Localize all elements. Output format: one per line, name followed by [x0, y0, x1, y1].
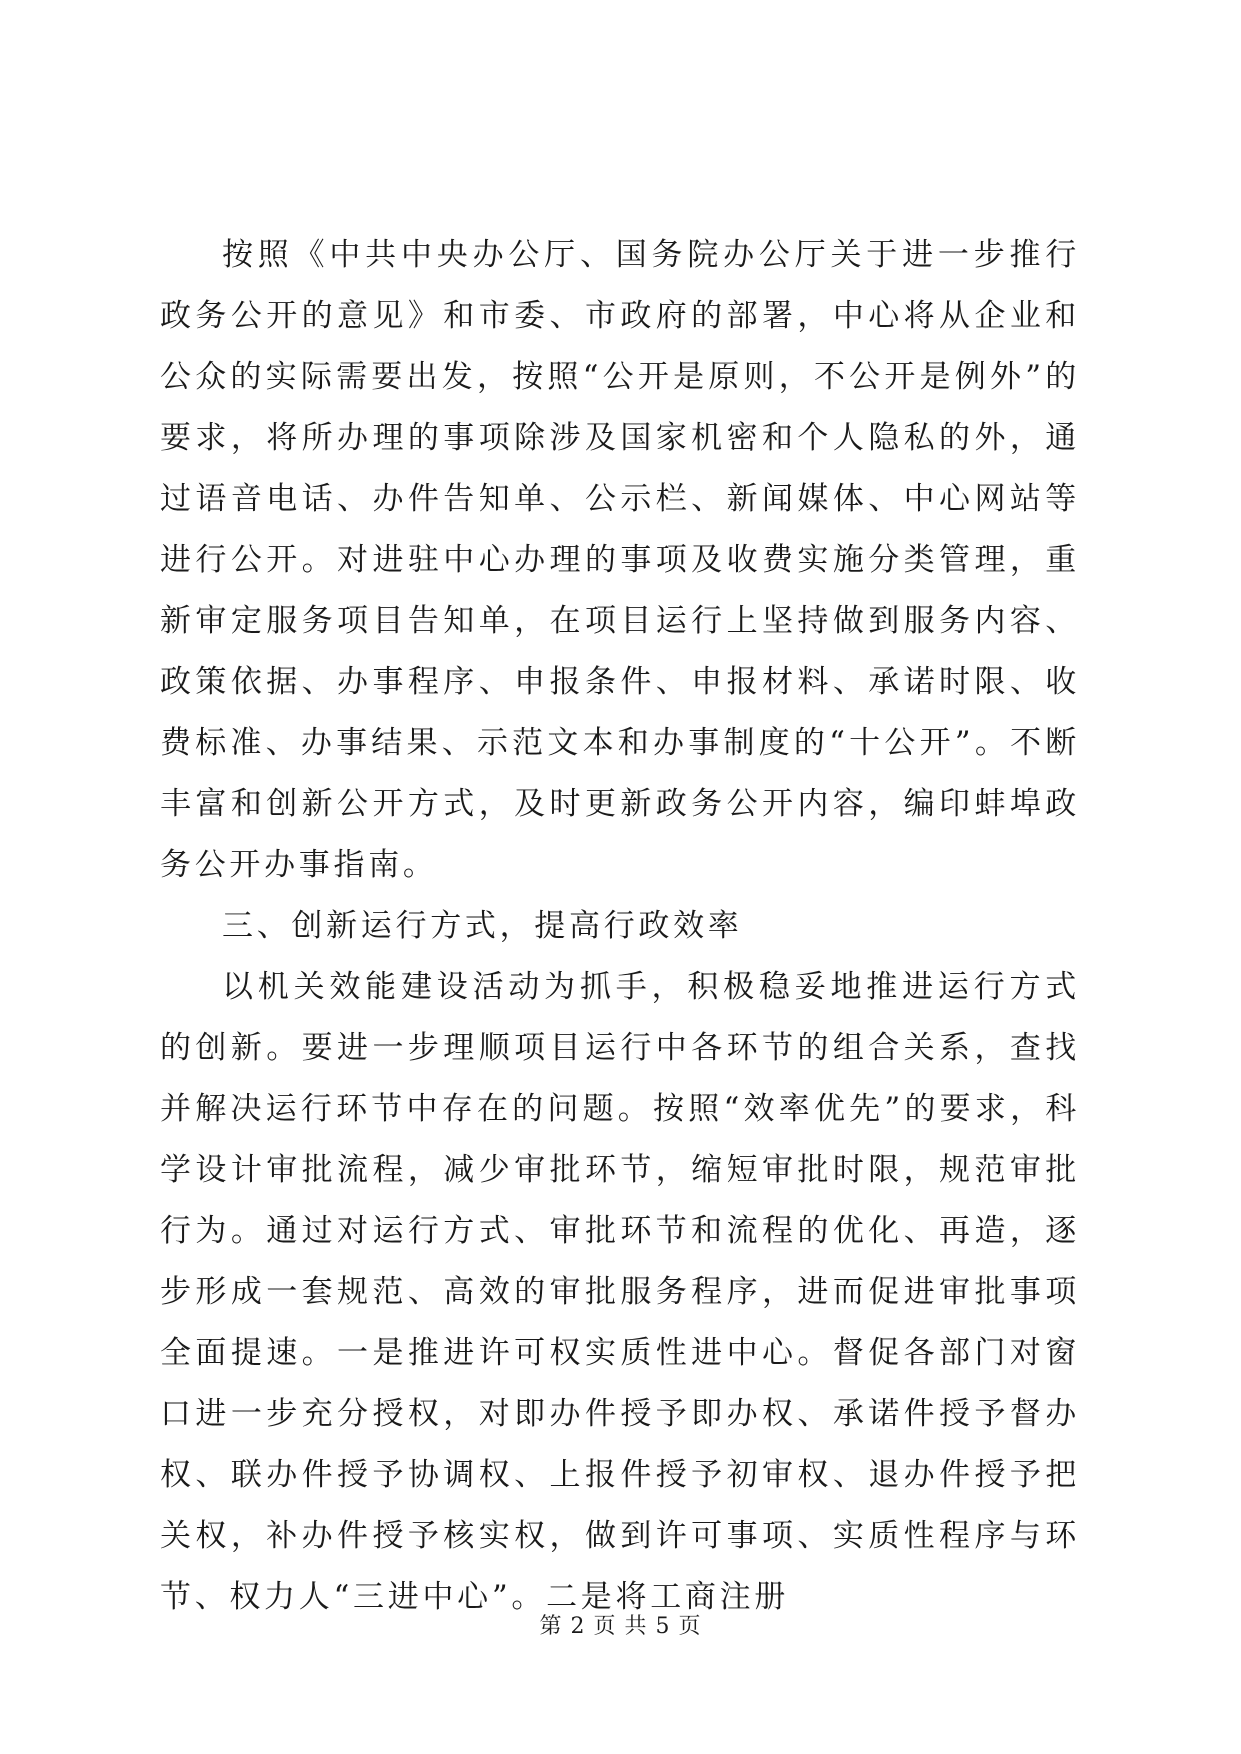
section-heading: 三、创新运行方式，提高行政效率	[222, 908, 743, 944]
page-number-footer: 第 2 页 共 5 页	[539, 1614, 702, 1639]
paragraph-disclosure: 按照《中共中央办公厅、国务院办公厅关于进一步推行政务公开的意见》和市委、市政府的部署，中心将从企业和公众的实际需要出发，按照“公开是原则，不公开是例外”的要求，将所办理的事项除涉及国家机密和个人隐私的外，通过语音电话、办件告知单、公示栏、新闻媒体、中心网站等进行公开。对进驻中心办理的事项及收费实施分类管理，重新审定服务项目告知单，在项目运行上坚持做到服务内容、政策依据、办事程序、申报条件、申报材料、承诺时限、收费标准、办事结果、示范文本和办事制度的“十公开”。不断丰富和创新公开方式，及时更新政务公开内容，编印蚌埠政务公开办事指南。	[160, 237, 1080, 883]
paragraph-efficiency: 以机关效能建设活动为抓手，积极稳妥地推进运行方式的创新。要进一步理顺项目运行中各环节的组合关系，查找并解决运行环节中存在的问题。按照“效率优先”的要求，科学设计审批流程，减少审批环节，缩短审批时限，规范审批行为。通过对运行方式、审批环节和流程的优化、再造，逐步形成一套规范、高效的审批服务程序，进而促进审批事项全面提速。一是推进许可权实质性进中心。督促各部门对窗口进一步充分授权，对即办件授予即办权、承诺件授予督办权、联办件授予协调权、上报件授予初审权、退办件授予把关权，补办件授予核实权，做到许可事项、实质性程序与环节、权力人“三进中心”。二是将工商注册	[160, 969, 1080, 1615]
document-body	[160, 225, 1080, 1628]
